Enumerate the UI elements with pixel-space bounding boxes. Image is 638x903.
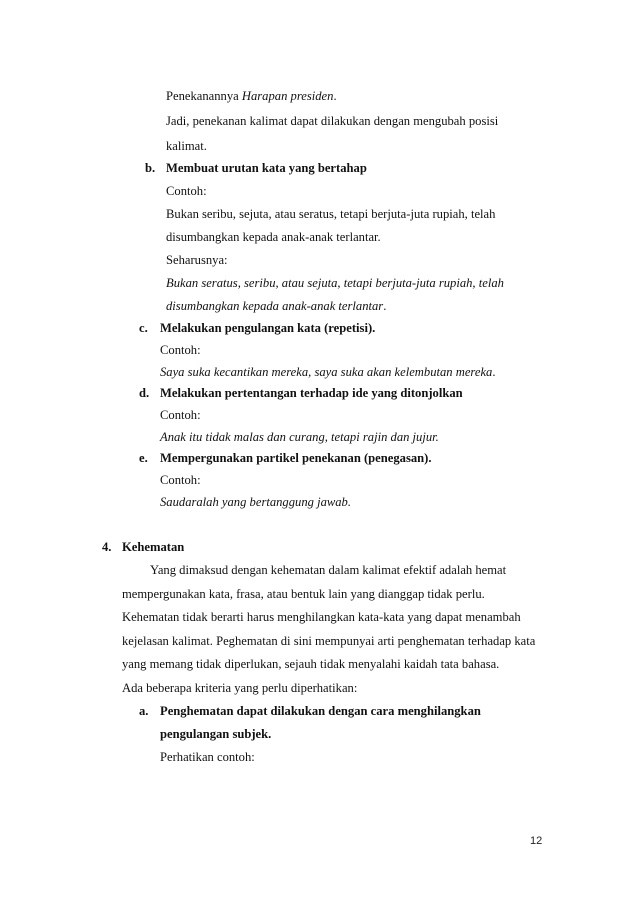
contoh-label: Contoh: [166, 184, 207, 198]
section-heading: Kehematan [122, 540, 185, 554]
item-e-heading: Mempergunakan partikel penekanan (penegasan). [160, 451, 432, 465]
paragraph-line: Kehematan tidak berarti harus menghilangkan kata-kata yang dapat menambah [122, 610, 521, 624]
item-c-heading: Melakukan pengulangan kata (repetisi). [160, 321, 376, 335]
text-span: . [333, 89, 337, 103]
seharusnya-label: Seharusnya: [166, 253, 228, 267]
text-line-italic: Saudaralah yang bertanggung jawab. [160, 495, 352, 509]
text-line [166, 88, 337, 104]
text-line: disumbangkan kepada anak-anak terlantar. [166, 230, 381, 244]
paragraph-line: Ada beberapa kriteria yang perlu diperhatikan: [122, 681, 358, 695]
item-d-heading: Melakukan pertentangan terhadap ide yang ditonjolkan [160, 386, 463, 400]
text-line: Jadi, penekanan kalimat dapat dilakukan dengan mengubah posisi [166, 114, 499, 128]
paragraph-line: mempergunakan kata, frasa, atau bentuk lain yang dianggap tidak perlu. [122, 587, 485, 601]
paragraph-line: kejelasan kalimat. Peghematan di sini mempunyai arti penghematan terhadap kata [122, 634, 536, 648]
text-line: Bukan seribu, sejuta, atau seratus, tetapi berjuta-juta rupiah, telah [166, 207, 496, 221]
paragraph-line: yang memang tidak diperlukan, sejauh tidak menyalahi kaidah tata bahasa. [122, 657, 500, 671]
item-a-heading: Penghematan dapat dilakukan dengan cara menghilangkan [160, 704, 481, 718]
list-marker-e: e. [139, 451, 148, 465]
contoh-label: Contoh: [160, 408, 201, 422]
text-span-italic: Saya suka kecantikan mereka, saya suka akan kelembutan mereka [160, 365, 493, 379]
list-marker-b: b. [145, 161, 156, 175]
list-marker-a: a. [139, 704, 149, 718]
text-span: . [383, 299, 387, 313]
text-span-italic: disumbangkan kepada anak-anak terlantar [166, 299, 384, 313]
item-a-heading-cont: pengulangan subjek. [160, 727, 272, 741]
text-span: . [492, 365, 496, 379]
text-line [160, 364, 496, 380]
paragraph-line: Yang dimaksud dengan kehematan dalam kalimat efektif adalah hemat [150, 563, 507, 577]
text-line [166, 298, 386, 314]
text-span-italic: Harapan presiden [241, 89, 334, 103]
page-number: 12 [530, 835, 543, 847]
contoh-label: Contoh: [160, 473, 201, 487]
text-span: Penekanannya [166, 89, 242, 103]
perhatikan-label: Perhatikan contoh: [160, 750, 255, 764]
text-line: kalimat. [166, 139, 207, 153]
list-marker-c: c. [139, 321, 148, 335]
text-line-italic: Bukan seratus, seribu, atau sejuta, tetapi berjuta-juta rupiah, telah [166, 276, 504, 290]
contoh-label: Contoh: [160, 343, 201, 357]
section-number: 4. [102, 540, 112, 554]
item-b-heading: Membuat urutan kata yang bertahap [166, 161, 367, 175]
text-line-italic: Anak itu tidak malas dan curang, tetapi rajin dan jujur. [160, 430, 439, 444]
list-marker-d: d. [139, 386, 150, 400]
